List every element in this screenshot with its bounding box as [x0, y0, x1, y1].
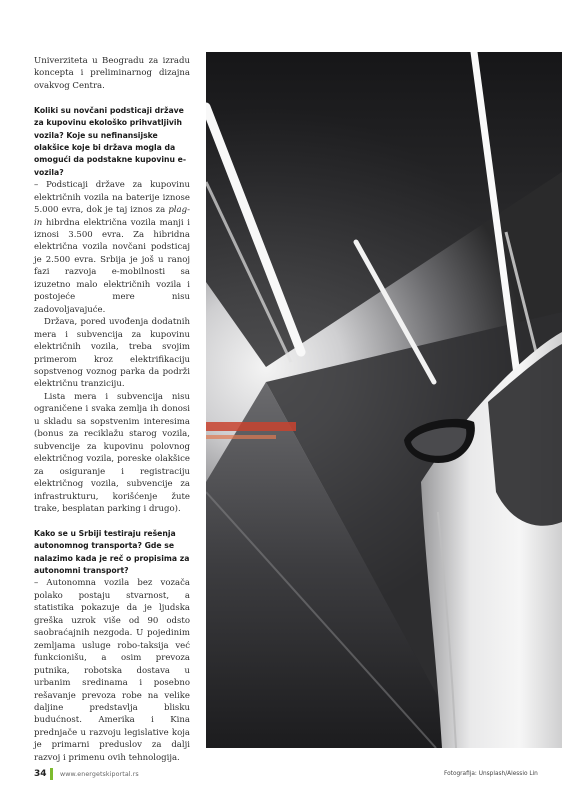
page-footer [34, 768, 562, 782]
article-column [34, 55, 190, 764]
answer-paragraph-2: Država, pored uvođenja dodatnih mera i subvencija za kupovinu električnih vozila, treba svojim primerom kroz elektrifikaciju sopstvenog voznog parka da podrži električnu tranziciju. [34, 317, 190, 390]
answer-1-text-b: hibrdna električna vozila manji i iznosi 3.500 evra. Za hibridna električna vozila novčani podsticaj je 2.500 evra. Srbija je još u ranoj fazi razvoja e-mobilnosti sa izuzetno malo električnih vozila i postojeće mere nisu zadovoljavajuće. [34, 217, 190, 315]
question-heading-2: Kako se u Srbiji testiraju rešenja autonomnog transporta? Gde se nalazimo kada je reč o propisima za autonomni transport? [34, 528, 190, 576]
question-heading-1: Koliki su novčani podsticaji države za kupovinu ekološko prihvatljivih vozila? Koje su nefinansijske olakšice koje bi država mogla da omogući da podstakne kupovinu e-vozila? [34, 105, 187, 177]
site-url: www.energetskiportal.rs [60, 771, 139, 778]
answer-1-italic-term: plag-in [34, 205, 190, 228]
answer-1-text-a: – Podsticaji države za kupovinu električnih vozila na baterije iznose 5.000 evra, dok je taj iznos za [34, 180, 190, 216]
footer-accent-bar [50, 768, 53, 780]
answer-paragraph-3: Lista mera i subvencija nisu ograničene i svaka zemlja ih donosi u skladu sa sopstvenim interesima (bonus za reciklažu starog vozila, subvencije za kupovinu polovnog električnog vozila, poreske olakšice za osiguranje i registraciju električnog vozila, subvencije za infrastrukturu, korišćenje žute trake, besplatan parking i drugo). [34, 391, 190, 514]
answer-paragraph-4: – Autonomna vozila bez vozača polako postaju stvarnost, a statistika pokazuje da je ljudska greška uzrok više od 90 odsto saobraćajnih nezgoda. U pojedinim zemljama usluge robo-taksija već funkcionišu, a osim prevoza putnika, robotska dostava u urbanim sredinama i posebno rešavanje prevoza robe na velike daljine predstavlja blisku budućnost. Amerika i Kina prednjače u razvoju legislative koja je primarni preduslov za dalji razvoj i primenu ovih tehnologija. [34, 578, 190, 763]
tunnel-car-photo [206, 52, 562, 748]
paragraph-intro: Univerziteta u Beogradu za izradu koncepta i preliminarnog dizajna ovakvog Centra. [34, 56, 190, 91]
page-number: 34 [34, 769, 47, 779]
answer-paragraph-1 [34, 179, 190, 316]
photo-credit: Fotografija: Unsplash/Alessio Lin [444, 771, 538, 777]
